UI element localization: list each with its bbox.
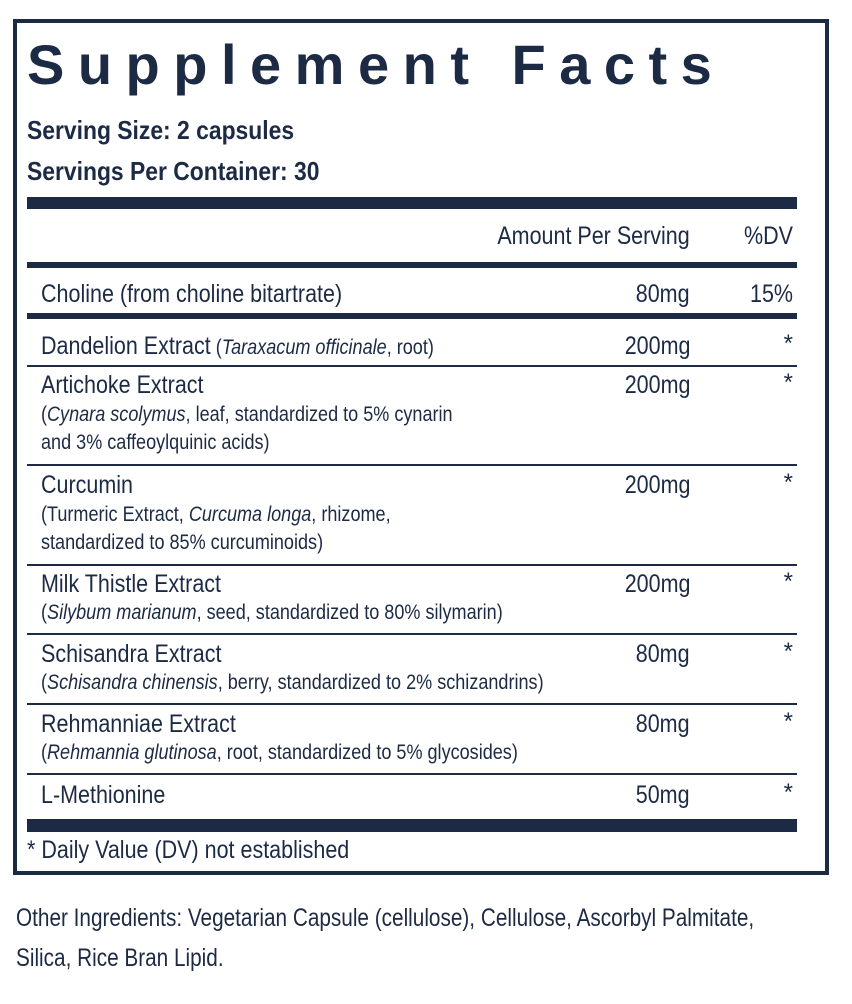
ingredient-detail: (Silybum marianum, seed, standardized to 80% silymarin) [41, 601, 503, 624]
medium-divider [27, 313, 797, 319]
latin-name: Curcuma longa [188, 503, 312, 526]
latin-name: Silybum marianum [47, 601, 197, 624]
ingredient-detail: (Rehmannia glutinosa, root, standardized to 5% glycosides) [41, 741, 518, 764]
ingredient-dv: * [783, 369, 793, 396]
ingredient-name: Milk Thistle Extract [41, 570, 222, 598]
amount-per-serving-header: Amount Per Serving [497, 222, 690, 250]
row-divider [27, 773, 797, 775]
choline-dv: 15% [749, 280, 793, 308]
row-divider [27, 564, 797, 566]
other-ingredients: Other Ingredients: Vegetarian Capsule (cellulose), Cellulose, Ascorbyl Palmitate, [16, 904, 755, 932]
row-divider [27, 365, 797, 367]
latin-name: Taraxacum officinale [221, 336, 387, 359]
ingredient-dv: * [783, 708, 793, 735]
ingredient-amount: 80mg [636, 640, 690, 668]
row-divider [27, 633, 797, 635]
ingredient-dv: * [783, 779, 793, 806]
choline-name: Choline (from choline bitartrate) [41, 280, 343, 308]
choline-amount: 80mg [636, 280, 690, 308]
servings-per-container: Servings Per Container: 30 [27, 156, 320, 186]
ingredient-dv: * [783, 330, 793, 357]
dv-header: %DV [744, 222, 793, 250]
ingredient-dv: * [783, 469, 793, 496]
medium-divider [27, 262, 797, 268]
ingredient-name: Schisandra Extract [41, 640, 222, 668]
ingredient-detail: standardized to 85% curcuminoids) [41, 531, 324, 554]
ingredient-amount: 80mg [636, 710, 690, 738]
ingredient-detail: (Schisandra chinensis, berry, standardized to 2% schizandrins) [41, 671, 544, 694]
ingredient-amount: 50mg [636, 781, 690, 809]
thick-divider [27, 819, 797, 832]
ingredient-amount: 200mg [624, 471, 690, 499]
ingredient-detail: (Turmeric Extract, Curcuma longa, rhizome, [41, 503, 391, 526]
other-ingredients: Silica, Rice Bran Lipid. [16, 944, 224, 972]
ingredient-dv: * [783, 568, 793, 595]
table-row: Dandelion Extract (Taraxacum officinale, root) [41, 332, 434, 360]
ingredient-amount: 200mg [624, 332, 690, 360]
ingredient-detail: (Cynara scolymus, leaf, standardized to 5% cynarin [41, 403, 453, 426]
ingredient-name: Rehmanniae Extract [41, 710, 236, 738]
row-divider [27, 464, 797, 466]
ingredient-detail: and 3% caffeoylquinic acids) [41, 431, 270, 454]
latin-name: Cynara scolymus [47, 403, 186, 426]
ingredient-name: L-Methionine [41, 781, 166, 809]
ingredient-name: Artichoke Extract [41, 371, 204, 399]
row-divider [27, 703, 797, 705]
ingredient-amount: 200mg [624, 371, 690, 399]
ingredient-amount: 200mg [624, 570, 690, 598]
serving-size: Serving Size: 2 capsules [27, 115, 295, 145]
ingredient-name: Dandelion Extract [41, 332, 211, 360]
ingredient-dv: * [783, 638, 793, 665]
ingredient-name: Curcumin [41, 471, 134, 499]
thick-divider [27, 197, 797, 209]
latin-name: Schisandra chinensis [47, 671, 218, 694]
footnote: * Daily Value (DV) not established [27, 836, 350, 864]
panel-title: Supplement Facts [27, 33, 726, 96]
latin-name: Rehmannia glutinosa [47, 741, 217, 764]
